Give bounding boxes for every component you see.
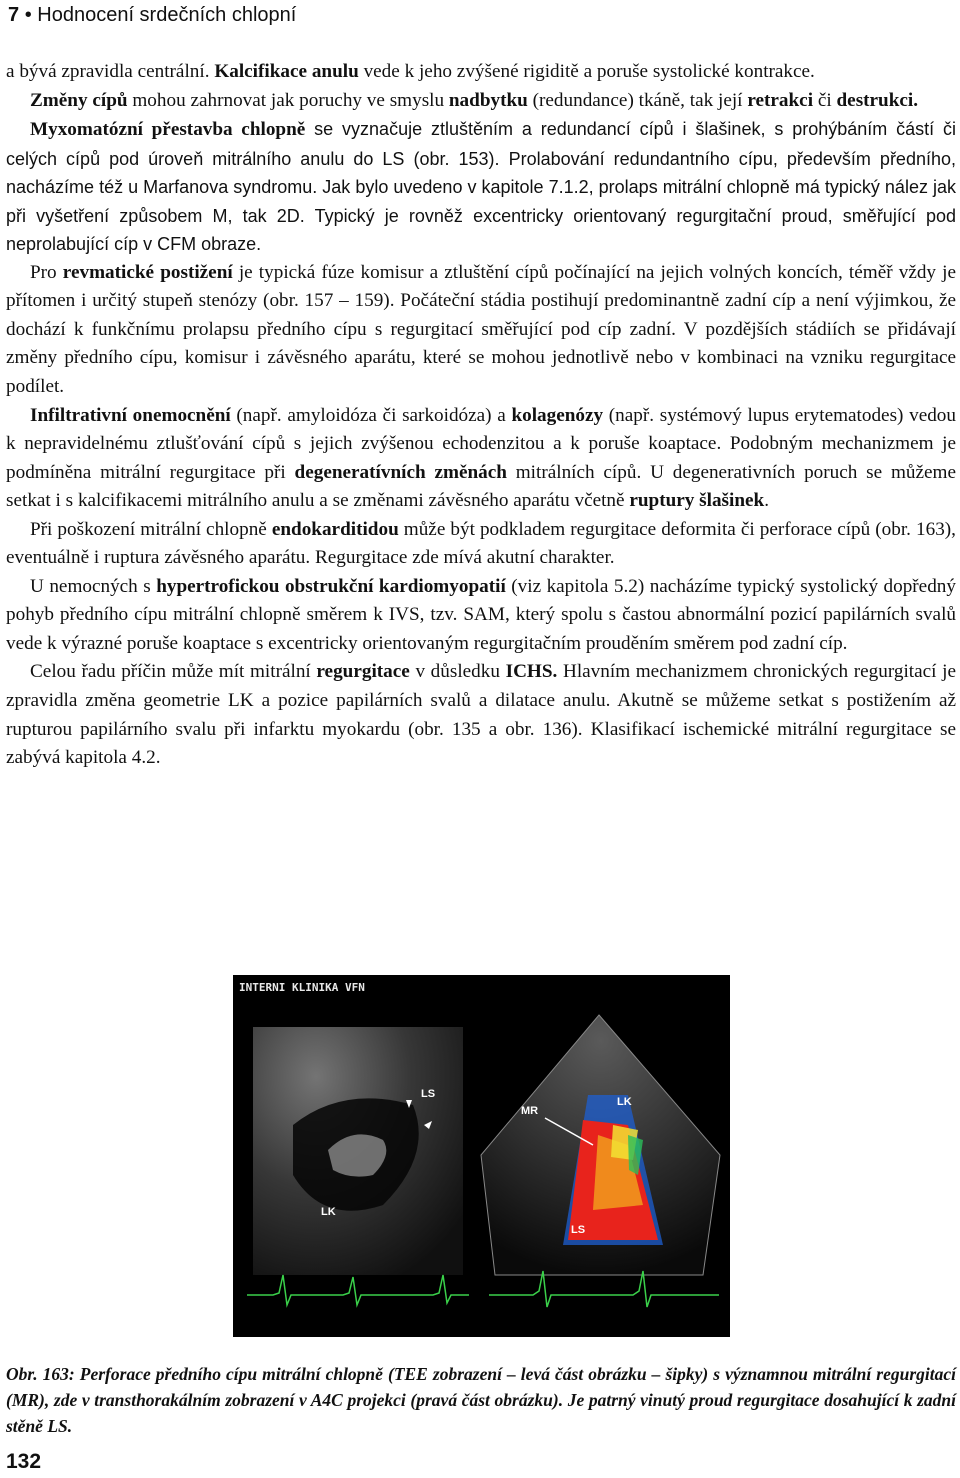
- bold-term: regurgitace: [316, 661, 410, 683]
- text-run: či: [813, 89, 837, 111]
- label-ls-left: LS: [421, 1088, 436, 1100]
- bold-term: retrakci: [747, 89, 814, 111]
- text-run: v důsledku: [409, 661, 506, 683]
- echocardiogram-figure: [233, 975, 730, 1337]
- tee-panel: [253, 1027, 463, 1275]
- text-run: (např. amyloidóza či sarkoidóza) a: [230, 404, 512, 426]
- text-run: mitrálních cípů. U degenerativních poruch se můžeme setkat i s kalcifikacemi mitrálního anulu a se změnami závěsného aparátu včetně: [6, 461, 956, 512]
- figure-banner: INTERNI KLINIKA VFN: [239, 981, 365, 994]
- paragraph-3: [6, 115, 956, 259]
- running-header: [8, 4, 296, 27]
- paragraph-8: [6, 658, 956, 772]
- label-mr: MR: [521, 1105, 539, 1117]
- text-run: Celou řadu příčin může mít mitrální: [30, 661, 317, 683]
- bold-term: Myxomatózní přestavba chlopně: [30, 119, 306, 141]
- text-run: (redundance) tkáně, tak její: [527, 89, 748, 111]
- text-run: vede k jeho zvýšené rigiditě a poruše systolické kontrakce.: [358, 61, 815, 82]
- label-lk-left: LK: [321, 1206, 336, 1218]
- page-number: 132: [6, 1450, 42, 1473]
- text-run: je typická fúze komisur a ztluštění cípů počínající na jejich volných koncích, téměř vždy je přítomen i určitý stupeň stenózy (obr. 157 – 159). Počáteční stádia postihují predominantně zadní cíp a není výjimkou, že dochází k funkčnímu prolapsu předního cípu s regurgitací směřující pod cíp zadní. V pozdějších stádiích se přidávají změny předního cípu, komisur i závěsného aparátu, které se mohou jednotlivě nebo v kombinaci na vzniku regurgitace podílet.: [6, 261, 956, 398]
- text-run: Pro: [30, 261, 63, 283]
- figure-caption: Obr. 163: Perforace předního cípu mitrální chlopně (TEE zobrazení – levá část obrázku – šipky) s významnou mitrální regurgitací (MR), zde v transthorakálním zobrazení v A4C projekci (pravá část obrázku). Je patrný vinutý proud regurgitace dosahující k zadní stěně LS.: [6, 1364, 956, 1436]
- bold-term: ruptury šlašinek: [629, 490, 765, 512]
- bold-term: Infiltrativní onemocnění: [30, 404, 231, 426]
- paragraph-5: [6, 402, 956, 516]
- chapter-number: 7: [8, 4, 20, 26]
- paragraph-7: [6, 573, 956, 659]
- text-run: .: [764, 490, 770, 512]
- paragraph-2: [6, 87, 956, 116]
- bold-term: kolagenózy: [511, 404, 604, 426]
- bold-term: hypertrofickou obstrukční kardiomyopatií: [156, 575, 506, 597]
- bold-term: Změny cípů: [30, 89, 128, 111]
- bold-term: endokarditidou: [271, 518, 399, 540]
- paragraph-6: [6, 516, 956, 573]
- text-run: může být podkladem regurgitace deformita či perforace cípů (obr. 163), eventuálně i ruptura závěsného aparátu. Regurgitace zde mívá akutní charakter.: [6, 518, 956, 569]
- bold-term: revmatické postižení: [62, 261, 233, 283]
- text-run: a bývá zpravidla centrální.: [6, 61, 215, 82]
- text-run: (viz kapitola 5.2) nacházíme typický systolický dopředný pohyb předního cípu mitrální chlopně směrem k IVS, tzv. SAM, který spolu s častou abnormální pozicí papilárních svalů vede k výrazné poruše koaptace s excentricky orientovaným regurgitačním prouděním směrem pod zadní cíp.: [6, 575, 956, 654]
- text-run: (např. systémový lupus erytematodes) vedou k nepravidelnému ztlušťování cípů s jejich zvýšenou echodenzitou a k poruše koaptace. Podobným mechanizmem je podmíněna mitrální regurgitace při: [6, 404, 956, 483]
- text-run: U nemocných s: [30, 575, 157, 597]
- bold-term: destrukci.: [836, 89, 919, 111]
- label-lk-right: LK: [617, 1096, 632, 1108]
- text-run: Hlavním mechanizmem chronických regurgitací je zpravidla změna geometrie LK a pozice papilárních svalů a dilatace anulu. Akutně se můžeme setkat s postižením až rupturou papilárního svalu při infarktu myokardu (obr. 135 a obr. 136). Klasifikací ischemické mitrální regurgitace se zabývá kapitola 4.2.: [6, 661, 956, 769]
- bold-term: nadbytku: [448, 89, 528, 111]
- bold-term: degeneratívních změnách: [294, 461, 507, 483]
- text-run: se vyznačuje ztluštěním a redundancí cípů i šlašinek, s prohýbáním částí či celých cípů pod úroveň mitrálního anulu do LS (obr. 153). Prolabování redundantního cípu, především předního, nacházíme též u Marfanova syndromu. Jak bylo uvedeno v kapitole 7.1.2, prolaps mitrální chlopně má typický nález jak při vyšetření způsobem M, tak 2D. Typický je rovněž excentricky orientovaný regurgitační proud, směřující pod neprolabující cíp v CFM obraze.: [6, 119, 956, 255]
- paragraph-1: [6, 58, 956, 87]
- text-run: Při poškození mitrální chlopně: [30, 518, 272, 540]
- bold-term: ICHS.: [505, 661, 558, 683]
- text-run: mohou zahrnovat jak poruchy ve smyslu: [127, 89, 449, 111]
- echo-image: [233, 975, 730, 1337]
- body-text: [6, 58, 956, 773]
- header-bullet: •: [24, 4, 32, 26]
- bold-term: Kalcifikace anulu: [214, 61, 359, 82]
- label-ls-right: LS: [571, 1224, 586, 1236]
- paragraph-4: [6, 259, 956, 402]
- chapter-title: Hodnocení srdečních chlopní: [37, 4, 297, 26]
